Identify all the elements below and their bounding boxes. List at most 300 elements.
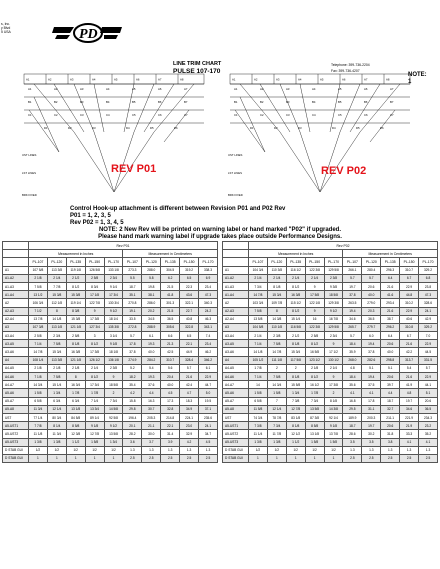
cell-label: A1 — [28, 87, 32, 91]
cell-label: D5 — [150, 126, 154, 130]
table-cell: 106 3/4 — [29, 299, 48, 307]
table-cell: 103 3/4 — [249, 299, 268, 307]
cell-label: A6 — [158, 87, 162, 91]
table-cell: 322.1 — [180, 299, 199, 307]
table-cell: 43.6 — [180, 291, 199, 299]
table-cell: 77 1/4 — [29, 413, 48, 421]
table-cell: 15 3/8 — [66, 315, 85, 323]
table-cell: 16 3/4 — [66, 381, 85, 389]
table-cell: 8 1/2 — [286, 282, 305, 290]
table-cell: 3.6 — [123, 438, 142, 446]
table-cell: 296.2 — [381, 323, 400, 331]
table-cell: 1 7/8 — [66, 389, 85, 397]
table-cell: 8 1/8 — [286, 340, 305, 348]
row-label: A5-A8 — [223, 405, 249, 413]
table-cell: 21.5 — [161, 282, 180, 290]
table-cell: 12 3/8 — [66, 430, 85, 438]
column-header: PL-170 — [199, 258, 218, 266]
table-cell: 1 — [305, 454, 324, 462]
table-cell: 84 5/8 — [66, 413, 85, 421]
table-cell: 16 1/2 — [305, 381, 324, 389]
table-cell: 1.3 — [180, 446, 199, 454]
table-cell: 107 5/8 — [29, 266, 48, 274]
table-cell: 122 3/8 — [305, 266, 324, 274]
table-cell: 121 1/8 — [66, 356, 85, 364]
cell-label: B4 — [312, 100, 316, 104]
table-cell: 107 3/8 — [29, 323, 48, 331]
table-cell: 4.5 — [161, 389, 180, 397]
cell-label: C3 — [286, 113, 290, 117]
table-cell: 200.3 — [362, 413, 381, 421]
table-cell: 119 1/4 — [66, 299, 85, 307]
row-label: A3-A4 — [3, 332, 29, 340]
table-cell: 1 5/8 — [29, 389, 48, 397]
table-cell: 1 1/2 — [66, 438, 85, 446]
row-label: A3-A5 — [3, 340, 29, 348]
table-cell: 5.1 — [381, 364, 400, 372]
table-cell: 18 5/8 — [104, 381, 123, 389]
column-header: PL-135 — [381, 258, 400, 266]
table-row — [223, 266, 438, 274]
table-cell: 37.8 — [123, 348, 142, 356]
note-line-1: Control Hook-up attachment is different between Revision P01 and P02 Rev — [70, 206, 286, 212]
table-cell: 6 5/8 — [249, 397, 268, 405]
table-cell: 30.7 — [142, 405, 161, 413]
table-cell: 14 3/4 — [267, 381, 286, 389]
table-cell: 19.3 — [142, 373, 161, 381]
table-cell: 280.4 — [362, 266, 381, 274]
table-cell: 7 5/8 — [267, 373, 286, 381]
table-row — [223, 307, 438, 315]
cell-label: A5 — [114, 77, 118, 82]
table-cell: 40.8 — [180, 315, 199, 323]
table-cell: 7 3/4 — [305, 397, 324, 405]
table-cell: 16 — [305, 315, 324, 323]
table-row — [223, 446, 438, 454]
table-cell: 4.1 — [343, 389, 362, 397]
table-cell: 13 7/8 — [324, 430, 343, 438]
table-row — [3, 373, 218, 381]
table-cell: 110 3/8 — [267, 266, 286, 274]
table-cell: 32.8 — [161, 405, 180, 413]
table-cell: 13 5/8 — [249, 315, 268, 323]
table-cell: 3 — [85, 332, 104, 340]
cell-label: B6 — [364, 100, 368, 104]
table-cell: 7 5/8 — [249, 307, 268, 315]
cell-label: A2 — [54, 87, 58, 91]
table-row — [3, 348, 218, 356]
table-cell: 21.9 — [400, 422, 419, 430]
table-cell: 14 1/8 — [249, 348, 268, 356]
cell-label: A7 — [390, 87, 394, 91]
table-cell: 1 — [267, 454, 286, 462]
table-cell: 116 1/2 — [286, 266, 305, 274]
table-cell: 12 1/2 — [286, 430, 305, 438]
table-cell: 1 5/8 — [85, 438, 104, 446]
table-cell: 3.7 — [142, 438, 161, 446]
table-row — [3, 438, 218, 446]
table-cell: 32.7 — [381, 405, 400, 413]
table-cell: 24.1 — [419, 307, 438, 315]
table-cell: 36.5 — [419, 405, 438, 413]
table-cell: 270.8 — [123, 299, 142, 307]
table-row — [3, 381, 218, 389]
table-cell: 20.3 — [362, 307, 381, 315]
table-cell: 6.4 — [381, 332, 400, 340]
phone-number: Telephone: 399-736-2204 — [331, 63, 370, 67]
table-cell: 117 5/8 — [286, 356, 305, 364]
table-cell: 18.3 — [180, 397, 199, 405]
table-cell: 37.8 — [362, 348, 381, 356]
table-row — [223, 348, 438, 356]
column-header: PL-107 — [249, 258, 268, 266]
table-cell: 8 — [267, 307, 286, 315]
brake-label: BRK FIXED — [228, 193, 243, 197]
table-cell: 2.5 — [199, 454, 218, 462]
table-row — [3, 315, 218, 323]
table-cell: 9 1/4 — [104, 282, 123, 290]
table-cell: 36.5 — [161, 315, 180, 323]
table-cell: 119 1/8 — [66, 266, 85, 274]
note-line-5: Please hand mark warning label if upgrade takes place outside Performance Designs. — [98, 234, 342, 240]
row-label: A5-A7 — [223, 397, 249, 405]
table-cell: 2 1/8 — [66, 364, 85, 372]
table-cell: 7 3/8 — [249, 422, 268, 430]
table-cell: 12 1/4 — [267, 405, 286, 413]
table-cell: 17 3/4 — [104, 291, 123, 299]
table-cell: 9 — [85, 307, 104, 315]
table-cell: 44.9 — [180, 348, 199, 356]
table-cell: 2 5/8 — [85, 274, 104, 282]
table-cell: 346.2 — [199, 356, 218, 364]
table-cell: 22.9 — [400, 307, 419, 315]
cell-label: D4 — [126, 126, 130, 130]
table-cell: 34.7 — [199, 430, 218, 438]
cell-label: A4 — [298, 77, 302, 82]
table-cell: 1.3 — [343, 446, 362, 454]
table-cell: 20.2 — [142, 307, 161, 315]
cell-label: B5 — [132, 100, 136, 104]
table-cell: 273.3 — [123, 266, 142, 274]
row-label: A5-A6 — [223, 389, 249, 397]
table-cell: 19.5 — [199, 397, 218, 405]
table-cell: 279.0 — [362, 299, 381, 307]
table-cell: 343.1 — [199, 323, 218, 331]
column-header: PL-150 — [305, 258, 324, 266]
table-cell: 113 3/8 — [47, 266, 66, 274]
table-cell: 211.1 — [381, 413, 400, 421]
line-diagram-rev-p02 — [226, 72, 426, 200]
cell-label: A8 — [180, 77, 184, 82]
row-label: A2-A4 — [223, 315, 249, 323]
table-cell: 19.7 — [400, 397, 419, 405]
table-cell: 288.0 — [142, 266, 161, 274]
row-label: D STAB GUI — [3, 446, 29, 454]
table-cell: 1.3 — [161, 446, 180, 454]
table-cell: 2 — [286, 364, 305, 372]
cell-label: B6 — [158, 100, 162, 104]
table-cell: 21.6 — [400, 340, 419, 348]
table-row — [3, 454, 218, 462]
table-cell: 286.0 — [142, 299, 161, 307]
table-row — [223, 381, 438, 389]
table-cell: 129 3/8 — [324, 299, 343, 307]
table-cell: 22.7 — [180, 307, 199, 315]
table-cell: 1 3/8 — [47, 438, 66, 446]
row-label: A5-A6 — [3, 389, 29, 397]
row-label: A4 — [223, 356, 249, 364]
table-cell: 11 3/4 — [47, 430, 66, 438]
table-cell: 22.9 — [419, 340, 438, 348]
table-cell: 42.9 — [419, 315, 438, 323]
chart-title: LINE TRIM CHART — [173, 61, 222, 67]
table-cell: 122 3/8 — [305, 323, 324, 331]
model-subtitle: PULSE 107-170 — [173, 68, 221, 75]
table-cell: 6.6 — [161, 332, 180, 340]
table-cell: 18.7 — [343, 422, 362, 430]
row-label: D STAB GUI — [223, 454, 249, 462]
table-cell: 1.3 — [142, 446, 161, 454]
table-cell: 5.7 — [343, 274, 362, 282]
table-cell: 7 5/8 — [29, 282, 48, 290]
table-cell: 1/2 — [85, 446, 104, 454]
row-label: A1-A3 — [3, 282, 29, 290]
table-row — [3, 332, 218, 340]
table-cell: 322.8 — [180, 323, 199, 331]
table-cell: 1 7/8 — [249, 364, 268, 372]
table-cell: 319.2 — [180, 266, 199, 274]
address-line: y Blvd — [1, 26, 11, 30]
table-row — [3, 430, 218, 438]
table-cell: 6.2 — [161, 274, 180, 282]
table-cell: 1 — [29, 454, 48, 462]
table-cell: 11 3/4 — [29, 405, 48, 413]
table-cell: 8 3/8 — [66, 307, 85, 315]
inches-header: Measurement in Inches — [29, 250, 123, 258]
table-cell: 4.4 — [142, 389, 161, 397]
table-cell: 310.7 — [161, 356, 180, 364]
table-cell: 40.0 — [161, 381, 180, 389]
table-cell: 8 1/2 — [85, 373, 104, 381]
table-cell: 37.5 — [362, 381, 381, 389]
table-row — [3, 389, 218, 397]
table-cell: 9 — [324, 373, 343, 381]
cell-label: B2 — [54, 100, 58, 104]
table-cell: 2 — [104, 389, 123, 397]
table-cell: 13 5/8 — [104, 430, 123, 438]
table-cell: 32.9 — [180, 430, 199, 438]
table-cell: 112 1/8 — [47, 299, 66, 307]
table-cell: 14 5/8 — [104, 405, 123, 413]
table-row — [223, 454, 438, 462]
table-cell: 2.5 — [123, 454, 142, 462]
table-cell: 24.1 — [199, 422, 218, 430]
table-cell: 30.0 — [142, 430, 161, 438]
table-cell: 5.5 — [123, 274, 142, 282]
cell-label: B1 — [234, 100, 238, 104]
table-cell: 2 1/4 — [85, 364, 104, 372]
table-cell: 2 3/8 — [267, 332, 286, 340]
table-cell: 2 5/8 — [29, 332, 48, 340]
table-cell: 1/2 — [324, 446, 343, 454]
table-cell: 9 1/2 — [104, 307, 123, 315]
table-cell: 331.5 — [419, 356, 438, 364]
table-row — [3, 307, 218, 315]
table-cell: 7 1/8 — [29, 373, 48, 381]
table-cell: 20.6 — [381, 340, 400, 348]
table-cell: 1 3/4 — [47, 389, 66, 397]
table-cell: 1 3/8 — [29, 438, 48, 446]
table-cell: 17.8 — [362, 397, 381, 405]
cell-label: D6 — [174, 126, 178, 130]
table-cell: 328.4 — [180, 356, 199, 364]
table-cell: 15 1/4 — [286, 315, 305, 323]
table-row — [223, 389, 438, 397]
table-cell: 7 5/8 — [47, 340, 66, 348]
table-cell: 8 5/8 — [305, 422, 324, 430]
table-cell: 3.5 — [362, 438, 381, 446]
table-row — [223, 315, 438, 323]
table-cell: 41.9 — [400, 381, 419, 389]
trim-table-rev-p01 — [2, 241, 218, 463]
table-cell: 1.3 — [400, 446, 419, 454]
table-cell: 2 1/8 — [29, 364, 48, 372]
table-cell: 21.6 — [381, 282, 400, 290]
table-cell: 5.7 — [343, 332, 362, 340]
table-cell: 13 1/8 — [66, 405, 85, 413]
table-cell: 221.9 — [400, 413, 419, 421]
cell-label: B7 — [390, 100, 394, 104]
cell-label: C2 — [260, 113, 264, 117]
table-corner — [223, 258, 249, 266]
column-header: PL-170 — [104, 258, 123, 266]
cell-label: A1 — [26, 77, 30, 82]
table-cell: 1 3/4 — [104, 438, 123, 446]
table-cell: 18.2 — [123, 373, 142, 381]
table-cell: 6.0 — [362, 332, 381, 340]
row-label: A3 — [3, 323, 29, 331]
note-line-3: Rev P02 = 1, 3, 4, 5 — [70, 220, 124, 226]
table-row — [3, 405, 218, 413]
table-cell: 338.3 — [199, 266, 218, 274]
table-cell: 14 3/8 — [324, 405, 343, 413]
table-cell: 126 5/8 — [85, 266, 104, 274]
table-cell: 46.2 — [199, 348, 218, 356]
table-cell: 1 3/8 — [267, 438, 286, 446]
table-cell: 3 1/4 — [104, 332, 123, 340]
table-cell: 5.1 — [419, 389, 438, 397]
table-cell: 8 — [66, 373, 85, 381]
table-row — [223, 438, 438, 446]
table-cell: 116 5/8 — [286, 323, 305, 331]
table-cell: 2 1/2 — [66, 274, 85, 282]
table-cell: 18.7 — [123, 282, 142, 290]
cell-label: A7 — [184, 87, 188, 91]
row-label: A4-A7 — [223, 381, 249, 389]
table-cell: 8 5/8 — [66, 422, 85, 430]
upper-lines-label: UST LINES — [22, 153, 37, 157]
table-cell: 35.1 — [123, 291, 142, 299]
table-cell: 268.0 — [343, 356, 362, 364]
table-row — [223, 291, 438, 299]
table-cell: 7 3/4 — [267, 422, 286, 430]
row-label: A5-UST1 — [3, 422, 29, 430]
table-cell: 33.5 — [123, 315, 142, 323]
row-label: A2-A4 — [3, 315, 29, 323]
table-cell: 6.9 — [199, 274, 218, 282]
table-corner — [3, 250, 29, 258]
inches-header: Measurement in Inches — [249, 250, 343, 258]
table-cell: 19.4 — [362, 340, 381, 348]
table-row — [223, 299, 438, 307]
table-cell: 20.6 — [381, 373, 400, 381]
table-cell: 44.5 — [419, 348, 438, 356]
column-header: PL-120 — [267, 258, 286, 266]
table-cell: 2.5 — [161, 454, 180, 462]
table-cell: 18 1/8 — [104, 348, 123, 356]
table-row — [223, 397, 438, 405]
row-label: A5-A8 — [3, 405, 29, 413]
table-cell: 4.2 — [180, 438, 199, 446]
cell-label: B2 — [260, 100, 264, 104]
table-cell: 21.3 — [161, 340, 180, 348]
cell-label: A4 — [312, 87, 316, 91]
table-cell: 2 1/8 — [47, 364, 66, 372]
table-cell: 7.4 — [199, 332, 218, 340]
table-cell: 23.2 — [419, 422, 438, 430]
table-cell: 5.6 — [161, 364, 180, 372]
cell-label: D2 — [68, 126, 72, 130]
table-cell: 19.7 — [362, 422, 381, 430]
table-cell: 1 3/4 — [286, 389, 305, 397]
table-corner — [223, 242, 249, 250]
table-cell: 40.0 — [142, 348, 161, 356]
table-cell: 7 7/8 — [29, 422, 48, 430]
table-cell: 9 — [305, 307, 324, 315]
centimeters-header: Measurement in Centimeters — [343, 250, 438, 258]
table-row — [3, 413, 218, 421]
table-cell: 2 1/4 — [267, 274, 286, 282]
table-cell: 2.5 — [180, 454, 199, 462]
table-cell: 23.8 — [419, 282, 438, 290]
table-cell: 9 1/8 — [85, 422, 104, 430]
table-cell: 4.4 — [381, 389, 400, 397]
cell-label: D3 — [298, 126, 302, 130]
table-cell: 5.7 — [123, 332, 142, 340]
column-header: PL-135 — [66, 258, 85, 266]
table-cell: 2 1/8 — [305, 364, 324, 372]
table-cell: 92 5/8 — [104, 413, 123, 421]
table-cell: 13 7/8 — [29, 315, 48, 323]
table-cell: 13 5/8 — [305, 405, 324, 413]
table-cell: 7 1/4 — [249, 340, 268, 348]
table-row — [223, 282, 438, 290]
row-label: A4-A6 — [223, 373, 249, 381]
cell-label: C7 — [390, 113, 394, 117]
table-cell: 235.6 — [199, 413, 218, 421]
table-cell: 20.6 — [362, 282, 381, 290]
cell-label: A4 — [92, 77, 96, 82]
note-label: NOTE: — [408, 72, 427, 78]
table-cell: 8 1/8 — [66, 340, 85, 348]
table-row — [223, 405, 438, 413]
table-cell: 6.4 — [381, 274, 400, 282]
table-cell: 35.9 — [343, 348, 362, 356]
table-cell: 5.0 — [199, 389, 218, 397]
table-cell: 6 3/4 — [47, 397, 66, 405]
table-row — [223, 413, 438, 421]
table-cell: 42.4 — [180, 381, 199, 389]
